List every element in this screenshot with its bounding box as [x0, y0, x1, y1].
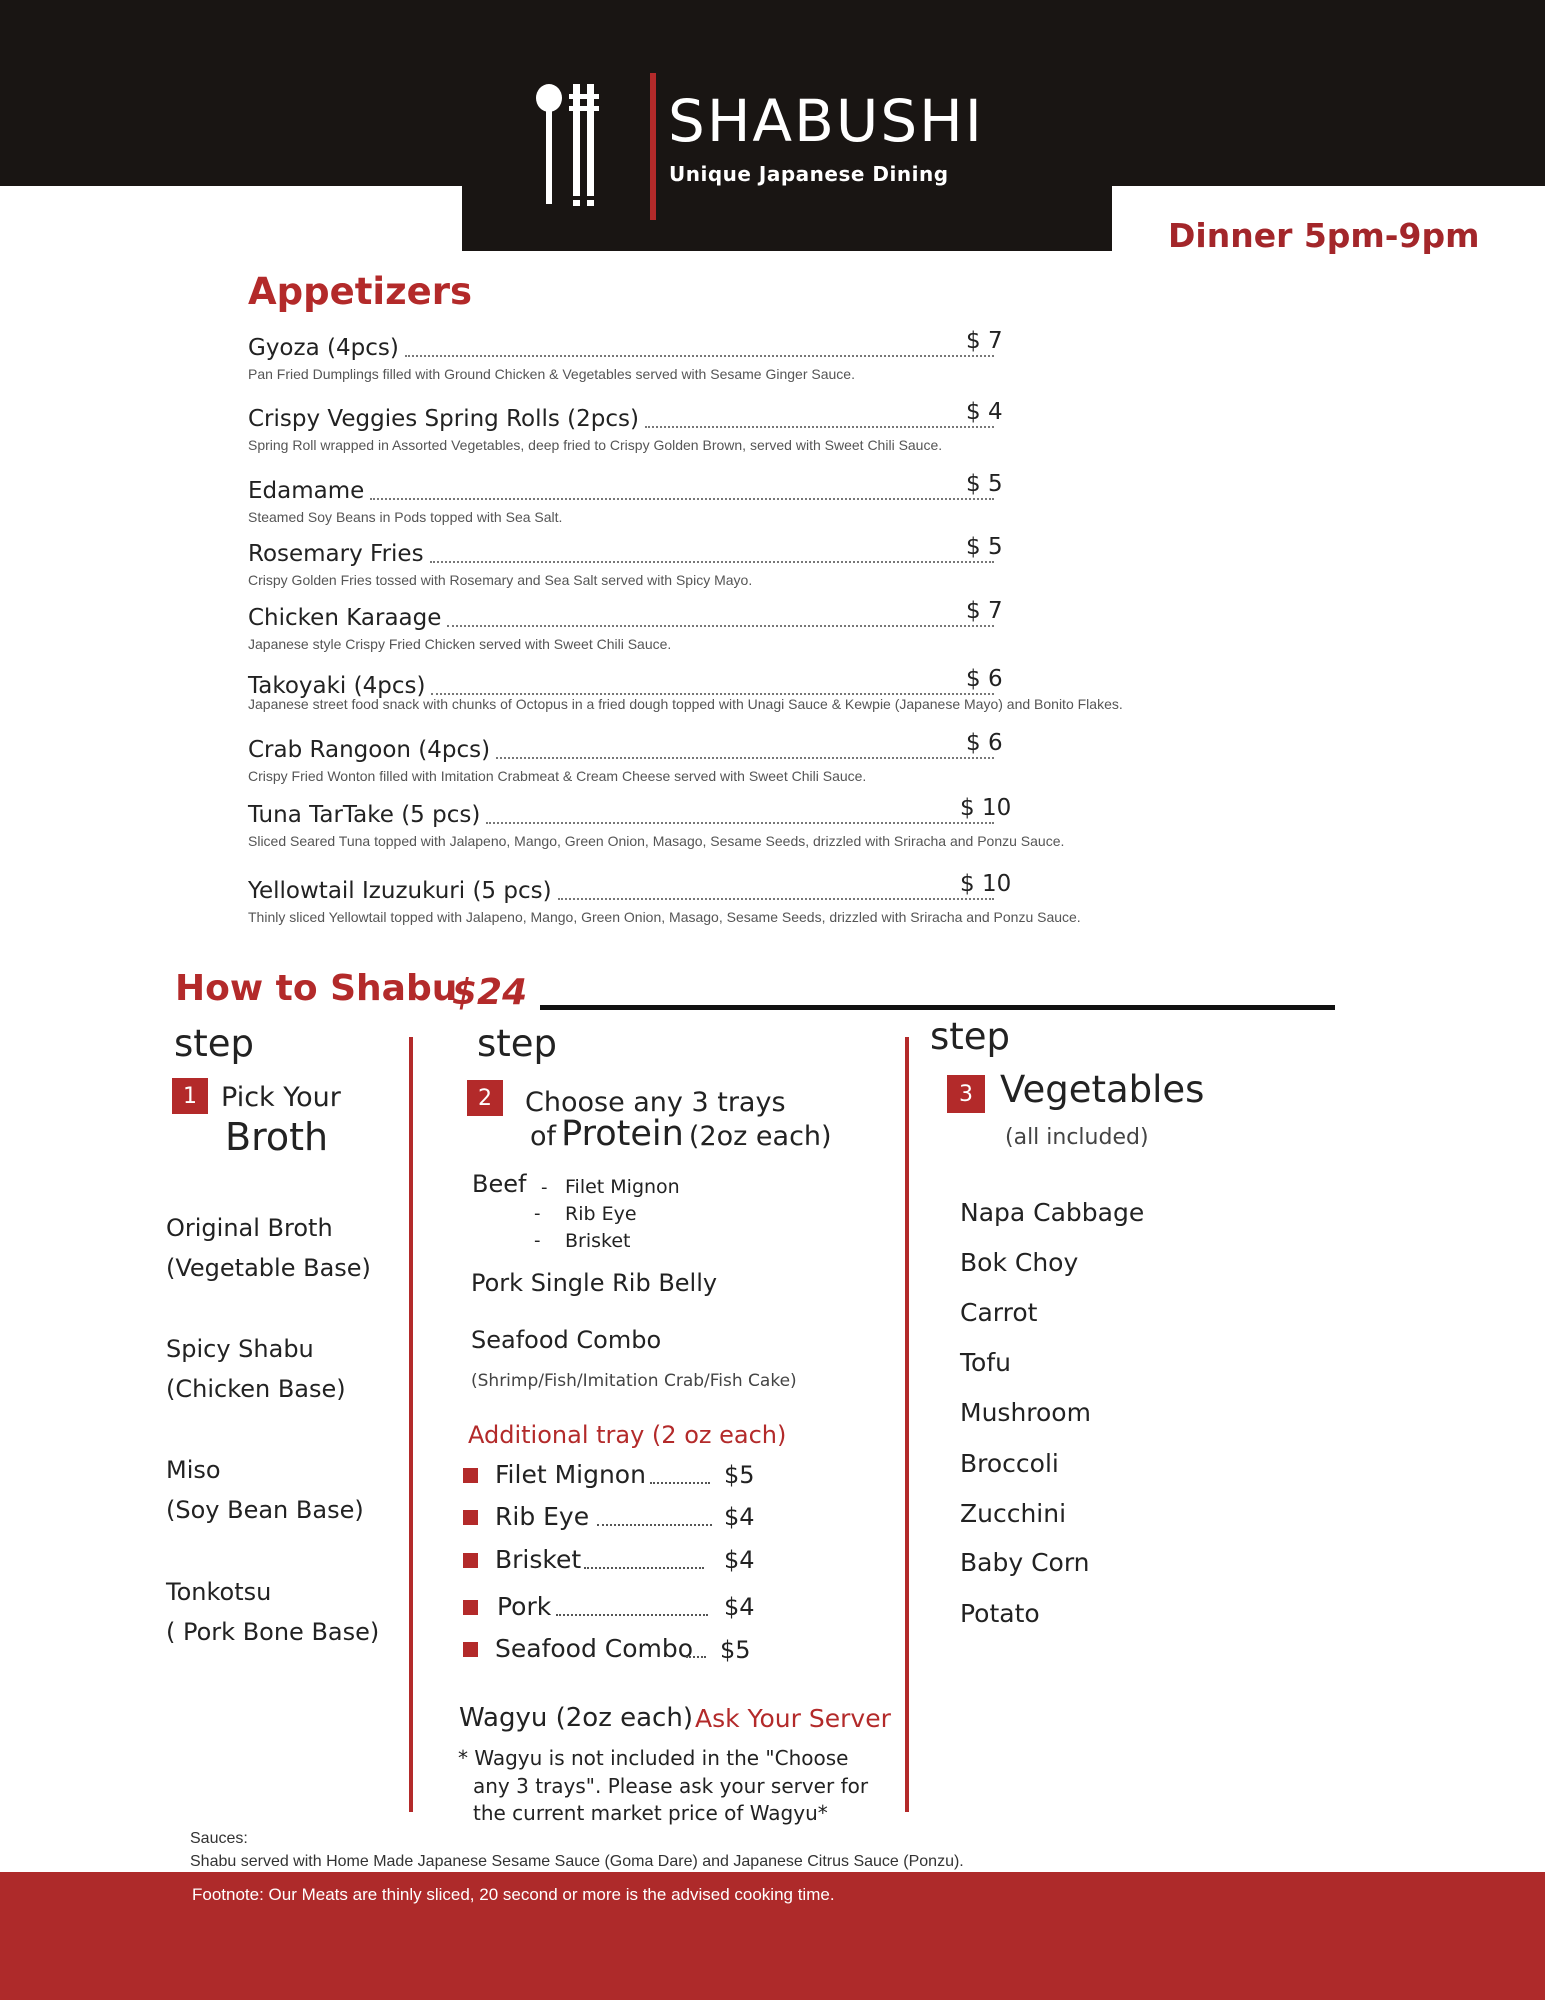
appetizer-price: $ 4	[966, 399, 1003, 425]
additional-item-price: $5	[720, 1636, 751, 1664]
dot-leader	[496, 756, 994, 759]
vegetable-item: Carrot	[960, 1298, 1038, 1327]
dot-leader	[430, 560, 994, 563]
dot-leader	[556, 1613, 708, 1616]
appetizer-price: $ 7	[966, 598, 1003, 624]
broth-option	[166, 1450, 364, 1530]
dot-leader	[558, 897, 994, 900]
dot-leader	[405, 354, 994, 357]
broth-option	[166, 1572, 379, 1652]
appetizer-name: Edamame	[248, 478, 365, 504]
vegetable-item: Potato	[960, 1599, 1040, 1628]
appetizer-description: Sliced Seared Tuna topped with Jalapeno, Mango, Green Onion, Masago, Sesame Seeds, drizzled with Sriracha and Ponzu Sauce.	[248, 833, 1065, 849]
broth-name: Original Broth	[166, 1214, 333, 1242]
dot-leader	[370, 497, 994, 500]
broth-name: Miso	[166, 1456, 221, 1484]
spoon-chopsticks-icon	[535, 84, 615, 206]
appetizer-name: Tuna TarTake (5 pcs)	[248, 802, 481, 828]
appetizer-price: $ 7	[966, 328, 1003, 354]
appetizer-price: $ 5	[966, 534, 1003, 560]
logo-divider	[650, 73, 656, 220]
vegetable-item: Baby Corn	[960, 1548, 1090, 1577]
step-2-badge: 2	[467, 1080, 503, 1116]
additional-item-name: Rib Eye	[495, 1502, 590, 1531]
vegetable-item: Napa Cabbage	[960, 1198, 1145, 1227]
sauces-text: Shabu served with Home Made Japanese Sesame Sauce (Goma Dare) and Japanese Citrus Sauce (Ponzu).	[190, 1853, 964, 1870]
wagyu-ask-server: Ask Your Server	[695, 1704, 891, 1733]
bullet-square	[463, 1468, 478, 1483]
broth-option	[166, 1329, 346, 1409]
bullet-square	[463, 1510, 478, 1525]
step-2-protein: Protein	[561, 1114, 684, 1154]
seafood-detail: (Shrimp/Fish/Imitation Crab/Fish Cake)	[471, 1371, 797, 1391]
wagyu-note: * Wagyu is not included in the "Choose	[458, 1746, 849, 1770]
appetizer-name: Yellowtail Izuzukuri (5 pcs)	[248, 878, 552, 904]
wagyu-label: Wagyu (2oz each)	[459, 1703, 693, 1733]
appetizer-name: Chicken Karaage	[248, 605, 442, 631]
vegetable-item: Bok Choy	[960, 1248, 1079, 1277]
additional-item-price: $5	[724, 1461, 755, 1489]
beef-cut: Brisket	[565, 1230, 631, 1252]
appetizer-name: Crab Rangoon (4pcs)	[248, 737, 491, 763]
dot-leader	[650, 1481, 710, 1484]
beef-dash: -	[534, 1203, 541, 1224]
appetizer-name: Gyoza (4pcs)	[248, 335, 399, 361]
pork-option: Pork Single Rib Belly	[471, 1269, 718, 1297]
appetizer-price: $ 5	[966, 471, 1003, 497]
appetizer-price: $ 6	[966, 666, 1003, 692]
appetizer-description: Crispy Fried Wonton filled with Imitation Crabmeat & Cream Cheese served with Sweet Chili Sauce.	[248, 768, 867, 784]
appetizer-description: Japanese street food snack with chunks of Octopus in a fried dough topped with Unagi Sauce & Kewpie (Japanese Mayo) and Bonito Flakes.	[248, 696, 1123, 712]
sauces-note	[190, 1827, 964, 1873]
beef-dash: -	[534, 1230, 541, 1251]
brand-name: SHABUSHI	[668, 87, 984, 155]
broth-base: (Chicken Base)	[166, 1375, 346, 1403]
brand-tagline: Unique Japanese Dining	[669, 162, 949, 186]
vegetable-item: Mushroom	[960, 1398, 1091, 1427]
dot-leader	[584, 1566, 704, 1569]
step-2-line1: Choose any 3 trays	[525, 1087, 786, 1118]
vegetable-item: Broccoli	[960, 1449, 1059, 1478]
section-rule	[540, 1005, 1335, 1010]
appetizer-description: Pan Fried Dumplings filled with Ground Chicken & Vegetables served with Sesame Ginger Sauce.	[248, 366, 855, 382]
how-to-shabu-title: How to Shabu	[175, 968, 458, 1009]
appetizer-name: Crispy Veggies Spring Rolls (2pcs)	[248, 406, 639, 432]
dot-leader	[686, 1655, 706, 1658]
vegetables-title: Vegetables	[1000, 1068, 1205, 1111]
step-3-badge: 3	[947, 1075, 985, 1113]
broth-name: Tonkotsu	[166, 1578, 272, 1606]
beef-label: Beef	[472, 1170, 527, 1198]
bullet-square	[463, 1553, 478, 1568]
column-divider	[409, 1037, 413, 1812]
additional-tray-title: Additional tray (2 oz each)	[468, 1421, 787, 1449]
appetizer-price: $ 10	[960, 795, 1012, 821]
appetizer-price: $ 6	[966, 730, 1003, 756]
dot-leader	[486, 821, 994, 824]
appetizer-name: Takoyaki (4pcs)	[248, 673, 426, 699]
broth-name: Spicy Shabu	[166, 1335, 314, 1363]
beef-dash: -	[541, 1177, 548, 1198]
step-2-prefix: of	[530, 1121, 557, 1152]
step-1-line1: Pick Your	[221, 1082, 341, 1113]
vegetable-item: Zucchini	[960, 1499, 1067, 1528]
appetizers-title: Appetizers	[248, 270, 472, 313]
additional-item-name: Pork	[497, 1592, 552, 1621]
broth-base: (Vegetable Base)	[166, 1254, 371, 1282]
step-3-heading: step	[930, 1015, 1011, 1058]
additional-item-price: $4	[724, 1593, 755, 1621]
additional-item-price: $4	[724, 1546, 755, 1574]
broth-base: ( Pork Bone Base)	[166, 1618, 380, 1646]
shabu-price: $24	[452, 972, 528, 1013]
dot-leader	[431, 692, 994, 695]
dot-leader	[447, 624, 994, 627]
step-1-heading: step	[174, 1022, 255, 1065]
additional-item-price: $4	[724, 1503, 755, 1531]
step-1-badge: 1	[172, 1078, 208, 1114]
dot-leader	[597, 1523, 712, 1526]
appetizer-description: Crispy Golden Fries tossed with Rosemary and Sea Salt served with Spicy Mayo.	[248, 572, 753, 588]
broth-option	[166, 1208, 371, 1288]
beef-cut: Rib Eye	[565, 1203, 637, 1225]
column-divider	[905, 1037, 909, 1812]
dinner-hours: Dinner 5pm-9pm	[1168, 216, 1480, 255]
wagyu-note: the current market price of Wagyu*	[473, 1801, 828, 1825]
additional-item-name: Filet Mignon	[495, 1460, 646, 1489]
appetizer-name: Rosemary Fries	[248, 541, 424, 567]
additional-item-name: Seafood Combo	[495, 1634, 694, 1663]
appetizer-description: Steamed Soy Beans in Pods topped with Sea Salt.	[248, 509, 563, 525]
vegetables-subtitle: (all included)	[1005, 1125, 1149, 1150]
vegetable-item: Tofu	[960, 1348, 1011, 1377]
step-2-suffix: (2oz each)	[688, 1121, 832, 1152]
sauces-label: Sauces:	[190, 1830, 248, 1847]
appetizer-price: $ 10	[960, 871, 1012, 897]
step-1-line2: Broth	[225, 1115, 329, 1159]
wagyu-note: any 3 trays". Please ask your server for	[473, 1774, 869, 1798]
appetizer-description: Spring Roll wrapped in Assorted Vegetables, deep fried to Crispy Golden Brown, served with Sweet Chili Sauce.	[248, 437, 943, 453]
broth-base: (Soy Bean Base)	[166, 1496, 364, 1524]
dot-leader	[645, 425, 994, 428]
footnote: Footnote: Our Meats are thinly sliced, 20 second or more is the advised cooking time.	[192, 1885, 835, 1904]
appetizer-description: Japanese style Crispy Fried Chicken served with Sweet Chili Sauce.	[248, 636, 672, 652]
seafood-option: Seafood Combo	[471, 1326, 662, 1354]
step-2-heading: step	[477, 1022, 558, 1065]
additional-item-name: Brisket	[495, 1545, 582, 1574]
bullet-square	[463, 1642, 478, 1657]
beef-cut: Filet Mignon	[565, 1176, 680, 1198]
bullet-square	[463, 1600, 478, 1615]
appetizer-description: Thinly sliced Yellowtail topped with Jalapeno, Mango, Green Onion, Masago, Sesame Seeds, drizzled with Sriracha and Ponzu Sauce.	[248, 909, 1081, 925]
step-2-line2	[530, 1114, 832, 1154]
